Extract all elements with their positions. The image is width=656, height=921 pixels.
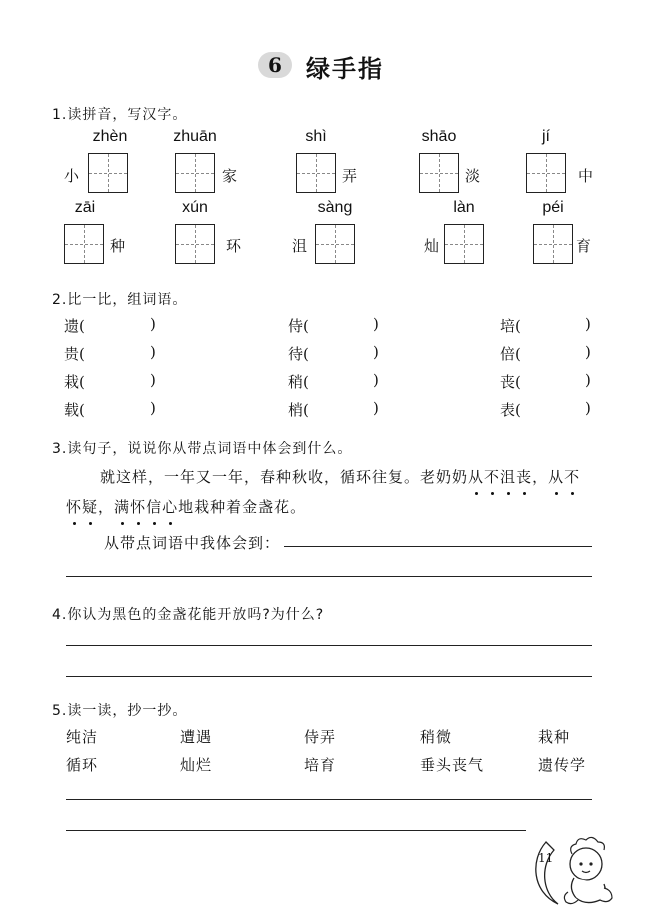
pinyin-label: zāi xyxy=(74,199,96,216)
given-character: 灿 xyxy=(424,237,440,255)
sentence-plain-text: 就这样，一年又一年，春种秋收，循环往复。老奶奶 xyxy=(100,468,469,486)
writing-grid-box[interactable] xyxy=(315,224,355,264)
given-character: 沮 xyxy=(292,237,308,255)
compare-character: 待( xyxy=(288,345,309,363)
writing-grid-box[interactable] xyxy=(444,224,484,264)
lesson-title: 绿手指 xyxy=(306,55,384,83)
pinyin-label: zhèn xyxy=(92,128,128,145)
section1-heading: 1.读拼音，写汉字。 xyxy=(52,107,188,123)
given-character: 小 xyxy=(64,167,80,185)
answer-blank-close[interactable]: ) xyxy=(373,371,379,389)
answer-blank-close[interactable]: ) xyxy=(585,343,591,361)
page-mascot-icon xyxy=(528,832,628,912)
copy-word: 遭遇 xyxy=(180,728,213,746)
compare-character: 倍( xyxy=(500,345,521,363)
answer-line[interactable] xyxy=(66,676,592,677)
dotted-word: 满怀信心 xyxy=(114,498,179,516)
pinyin-label: xún xyxy=(182,199,208,216)
given-character: 中 xyxy=(578,167,594,185)
pinyin-label: sàng xyxy=(317,199,353,216)
sentence-separator: ， xyxy=(532,468,549,486)
writing-grid-box[interactable] xyxy=(175,153,215,193)
copy-word: 循环 xyxy=(66,756,99,774)
copy-word: 侍弄 xyxy=(304,728,337,746)
writing-grid-box[interactable] xyxy=(88,153,128,193)
writing-grid-box[interactable] xyxy=(419,153,459,193)
writing-grid-box[interactable] xyxy=(175,224,215,264)
answer-prompt: 从带点词语中我体会到： xyxy=(104,534,281,552)
answer-blank-close[interactable]: ) xyxy=(373,399,379,417)
section4-heading: 4.你认为黑色的金盏花能开放吗?为什么? xyxy=(52,607,325,623)
answer-line[interactable] xyxy=(66,830,526,831)
answer-blank-close[interactable]: ) xyxy=(585,399,591,417)
given-character: 种 xyxy=(110,237,126,255)
answer-line[interactable] xyxy=(284,546,592,547)
compare-character: 表( xyxy=(500,401,521,419)
copy-word: 垂头丧气 xyxy=(420,756,485,774)
compare-character: 稍( xyxy=(288,373,309,391)
given-character: 家 xyxy=(222,167,238,185)
answer-blank-close[interactable]: ) xyxy=(585,315,591,333)
copy-word: 遗传学 xyxy=(538,756,587,774)
copy-word: 纯洁 xyxy=(66,728,99,746)
answer-blank-close[interactable]: ) xyxy=(585,371,591,389)
copy-word: 稍微 xyxy=(420,728,453,746)
writing-grid-box[interactable] xyxy=(526,153,566,193)
copy-word: 栽种 xyxy=(538,728,571,746)
answer-blank-close[interactable]: ) xyxy=(150,371,156,389)
section2-heading: 2.比一比，组词语。 xyxy=(52,292,188,308)
section3-heading: 3.读句子，说说你从带点词语中体会到什么。 xyxy=(52,441,353,457)
writing-grid-box[interactable] xyxy=(533,224,573,264)
answer-line[interactable] xyxy=(66,576,592,577)
copy-word: 灿烂 xyxy=(180,756,213,774)
lesson-number-badge: 6 xyxy=(258,52,292,78)
sentence-plain-text: 地栽种着金盏花。 xyxy=(178,498,307,516)
copy-word: 培育 xyxy=(304,756,337,774)
compare-character: 梢( xyxy=(288,401,309,419)
pinyin-label: shì xyxy=(305,128,327,145)
section5-heading: 5.读一读，抄一抄。 xyxy=(52,703,188,719)
pinyin-label: jí xyxy=(542,128,550,145)
given-character: 环 xyxy=(226,237,242,255)
dotted-word: 怀疑 xyxy=(66,498,99,516)
dotted-word: 从不 xyxy=(548,468,581,486)
answer-blank-close[interactable]: ) xyxy=(373,343,379,361)
sentence-separator: ， xyxy=(98,498,115,516)
compare-character: 侍( xyxy=(288,317,309,335)
given-character: 淡 xyxy=(465,167,481,185)
page-number: 11 xyxy=(538,851,554,865)
answer-blank-close[interactable]: ) xyxy=(373,315,379,333)
reading-sentence-line2 xyxy=(66,496,306,518)
compare-character: 栽( xyxy=(64,373,85,391)
given-character: 育 xyxy=(576,237,592,255)
answer-blank-close[interactable]: ) xyxy=(150,315,156,333)
answer-line[interactable] xyxy=(66,799,592,800)
writing-grid-box[interactable] xyxy=(64,224,104,264)
writing-grid-box[interactable] xyxy=(296,153,336,193)
given-character: 弄 xyxy=(342,167,358,185)
compare-character: 培( xyxy=(500,317,521,335)
pinyin-label: shāo xyxy=(421,128,457,145)
compare-character: 贵( xyxy=(64,345,85,363)
dotted-word: 从不沮丧 xyxy=(468,468,533,486)
compare-character: 载( xyxy=(64,401,85,419)
answer-blank-close[interactable]: ) xyxy=(150,343,156,361)
pinyin-label: làn xyxy=(453,199,475,216)
pinyin-label: péi xyxy=(542,199,564,216)
answer-blank-close[interactable]: ) xyxy=(150,399,156,417)
reading-sentence-line1 xyxy=(100,466,600,488)
compare-character: 遗( xyxy=(64,317,85,335)
answer-line[interactable] xyxy=(66,645,592,646)
pinyin-label: zhuān xyxy=(173,128,217,145)
compare-character: 丧( xyxy=(500,373,521,391)
